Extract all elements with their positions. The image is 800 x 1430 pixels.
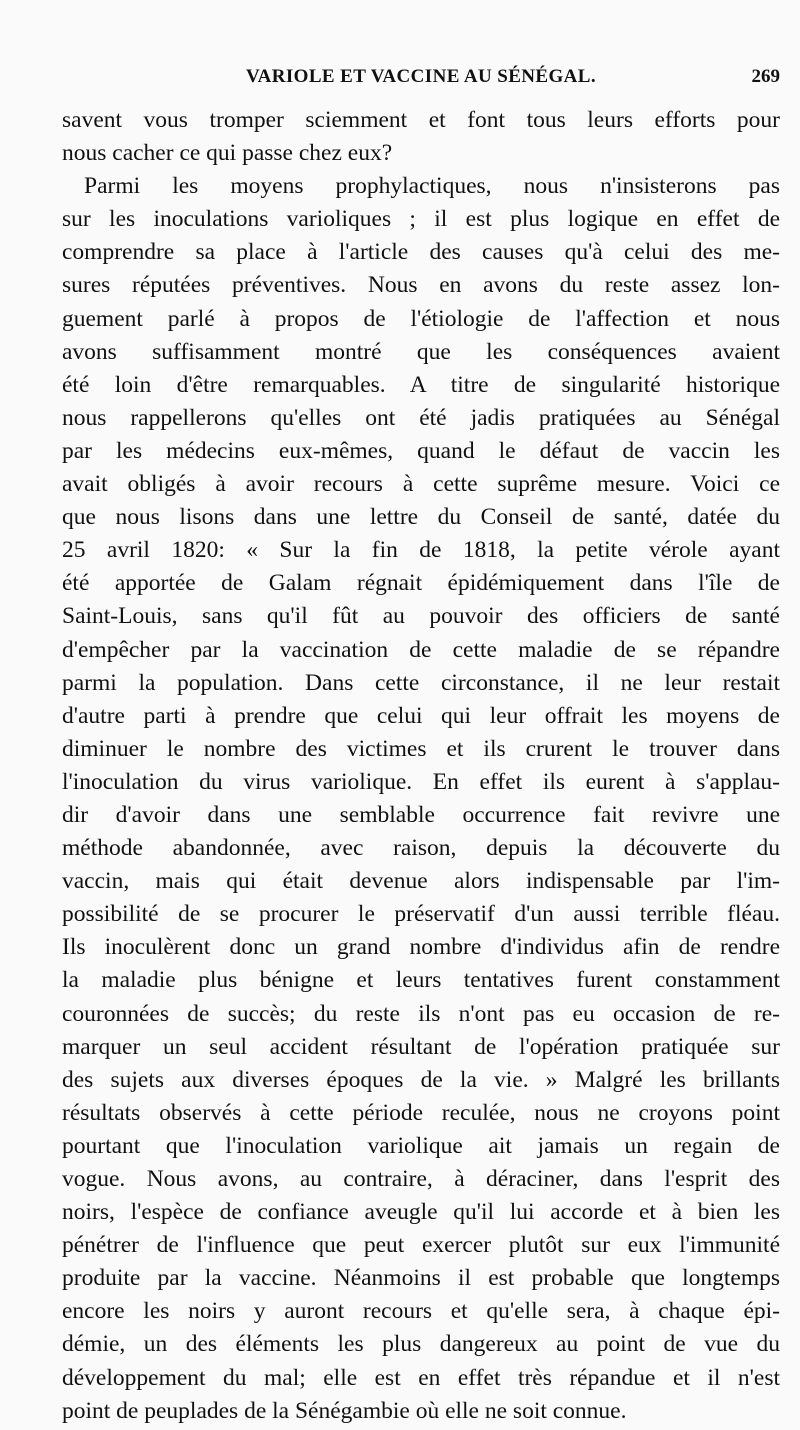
text-line: été apportée de Galam régnait épidémiquement dans l'île de xyxy=(62,570,780,597)
text-line: produite par la vaccine. Néanmoins il est probable que longtemps xyxy=(62,1265,780,1292)
text-line: noirs, l'espèce de confiance aveugle qu'il lui accorde et à bien les xyxy=(62,1199,780,1226)
text-line: développement du mal; elle est en effet très répandue et il n'est xyxy=(62,1364,780,1391)
text-line: Saint-Louis, sans qu'il fût au pouvoir des officiers de santé xyxy=(62,603,780,630)
text-line: Ils inoculèrent donc un grand nombre d'individus afin de rendre xyxy=(62,934,780,961)
text-line: savent vous tromper sciemment et font tous leurs efforts pour xyxy=(62,107,780,133)
text-line: vogue. Nous avons, au contraire, à déraciner, dans l'esprit des xyxy=(62,1166,780,1192)
text-line: nous cacher ce qui passe chez eux? xyxy=(62,140,393,167)
body-text xyxy=(62,104,780,1428)
text-line: vaccin, mais qui était devenue alors indispensable par l'im- xyxy=(62,868,780,895)
text-line: résultats observés à cette période reculée, nous ne croyons point xyxy=(62,1099,780,1126)
text-line: par les médecins eux-mêmes, quand le défaut de vaccin les xyxy=(62,437,780,464)
running-title: VARIOLE ET VACCINE AU SÉNÉGAL. xyxy=(245,66,597,87)
text-line: sur les inoculations varioliques ; il est plus logique en effet de xyxy=(62,206,780,233)
text-line: d'autre parti à prendre que celui qui leur offrait les moyens de xyxy=(62,702,780,729)
text-line: avons suffisamment montré que les conséquences avaient xyxy=(62,338,780,365)
text-line: l'inoculation du virus variolique. En effet ils eurent à s'applau- xyxy=(62,768,780,795)
text-line: la maladie plus bénigne et leurs tentatives furent constamment xyxy=(62,967,780,994)
text-line: nous rappellerons qu'elles ont été jadis pratiquées au Sénégal xyxy=(62,404,780,431)
text-line: pénétrer de l'influence que peut exercer plutôt sur eux l'immunité xyxy=(62,1232,780,1259)
text-line: diminuer le nombre des victimes et ils crurent le trouver dans xyxy=(62,735,780,762)
text-line: point de peuplades de la Sénégambie où elle ne soit connue. xyxy=(62,1397,627,1424)
text-line: encore les noirs y auront recours et qu'elle sera, à chaque épi- xyxy=(62,1298,780,1325)
text-line: Parmi les moyens prophylactiques, nous n'insisterons pas xyxy=(84,173,780,200)
text-line: pourtant que l'inoculation variolique ait jamais un regain de xyxy=(62,1132,780,1159)
running-head xyxy=(62,66,780,98)
text-line: couronnées de succès; du reste ils n'ont pas eu occasion de re- xyxy=(62,1000,780,1027)
page-number: 269 xyxy=(751,66,780,87)
text-line: possibilité de se procurer le préservatif d'un aussi terrible fléau. xyxy=(62,901,780,928)
text-line: des sujets aux diverses époques de la vie. » Malgré les brillants xyxy=(62,1066,780,1093)
text-line: guement parlé à propos de l'étiologie de l'affection et nous xyxy=(62,305,780,332)
text-line: dir d'avoir dans une semblable occurrence fait revivre une xyxy=(62,801,780,828)
text-line: 25 avril 1820: « Sur la fin de 1818, la petite vérole ayant xyxy=(62,537,780,564)
text-line: démie, un des éléments les plus dangereux au point de vue du xyxy=(62,1331,780,1358)
text-line: comprendre sa place à l'article des causes qu'à celui des me- xyxy=(62,239,780,266)
text-line: d'empêcher par la vaccination de cette maladie de se répandre xyxy=(62,636,780,663)
text-line: méthode abandonnée, avec raison, depuis la découverte du xyxy=(62,835,780,862)
text-line: parmi la population. Dans cette circonstance, il ne leur restait xyxy=(62,669,780,696)
text-line: avait obligés à avoir recours à cette suprême mesure. Voici ce xyxy=(62,471,780,498)
text-line: sures réputées préventives. Nous en avons du reste assez lon- xyxy=(62,272,780,299)
text-line: marquer un seul accident résultant de l'opération pratiquée sur xyxy=(62,1033,780,1060)
text-line: que nous lisons dans une lettre du Conseil de santé, datée du xyxy=(62,504,780,531)
text-line: été loin d'être remarquables. A titre de singularité historique xyxy=(62,371,780,398)
